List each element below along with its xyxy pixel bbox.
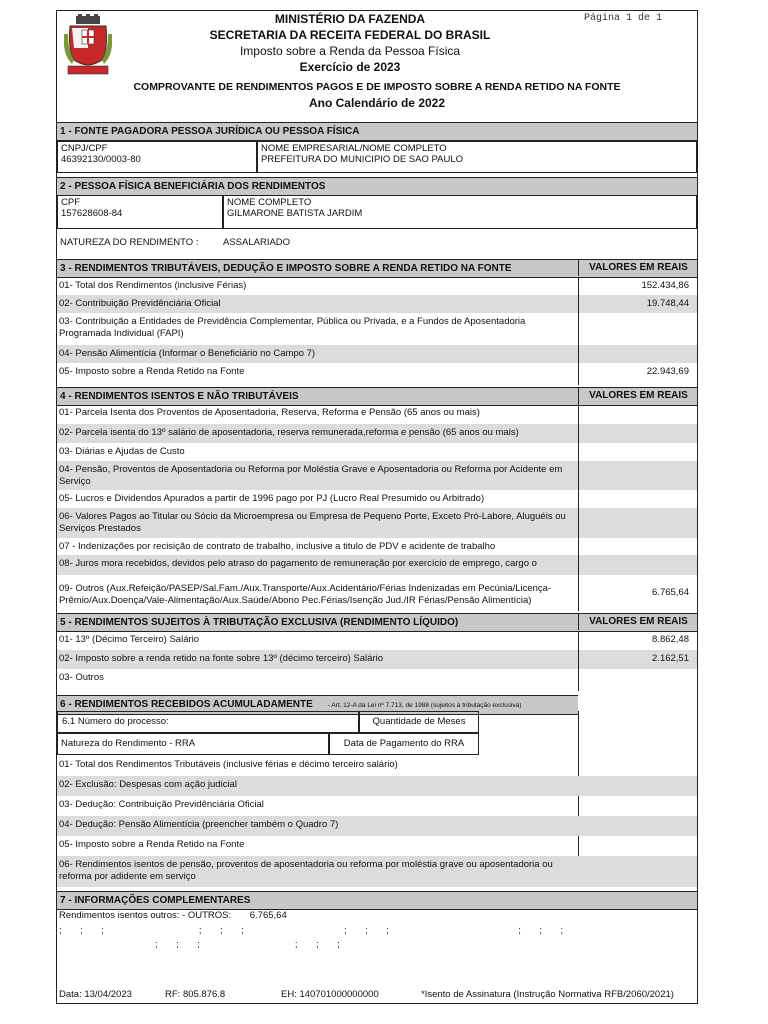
row-label: 02- Exclusão: Despesas com ação judicial xyxy=(59,779,237,790)
row-label: 03- Outros xyxy=(59,672,104,683)
table-row xyxy=(57,490,697,508)
row-label: 08- Juros mora recebidos, devidos pelo atraso do pagamento de remuneração por exercício de emprego, cargo o xyxy=(59,558,537,569)
table-row xyxy=(57,313,697,345)
table-row xyxy=(57,756,697,776)
beneficiario-nome-label: NOME COMPLETO xyxy=(227,197,312,208)
value-cell xyxy=(578,631,698,650)
value-cell xyxy=(578,404,698,424)
row-label: 02- Parcela isenta do 13º salário de aposentadoria, reserva remunerada,reforma e pensão (65 anos ou mais) xyxy=(59,427,519,438)
row-label: 02- Imposto sobre a renda retido na fonte sobre 13º (décimo terceiro) Salário xyxy=(59,653,384,664)
fonte-nome-label: NOME EMPRESARIAL/NOME COMPLETO xyxy=(261,143,447,154)
row-label: 05- Lucros e Dividendos Apurados a partir de 1996 pago por PJ (Lucro Real Presumido ou Arbitrado) xyxy=(59,493,485,504)
header-exercicio: Exercício de 2023 xyxy=(299,60,401,74)
row-label: 01- Parcela Isenta dos Proventos de Aposentadoria, Reserva, Reforma e Pensão (65 anos ou mais) xyxy=(59,407,480,418)
table-row xyxy=(57,538,697,555)
row-value: 19.748,44 xyxy=(646,298,689,309)
table-row xyxy=(57,424,697,443)
data-pag-box xyxy=(329,733,479,755)
table-row xyxy=(57,277,697,295)
value-cell xyxy=(578,345,698,363)
row-label: 09- Outros (Aux.Refeição/PASEP/Sal.Fam./Aux.Transporte/Aux.Acidentário/Férias Indenizadas em Pecúnia/Licença-Prêmio/Aux.Doença/Vale-Alimentação/Aux.Saúde/Abono Pec.Férias/Isenção Jud./IR Férias/Pensão Alimentícia) xyxy=(59,583,552,606)
processo-label: 6.1 Número do processo: xyxy=(62,716,169,727)
meses-label: Quantidade de Meses xyxy=(372,716,466,727)
table-row xyxy=(57,669,697,691)
row-value: 22.943,69 xyxy=(646,366,689,377)
natureza-label: NATUREZA DO RENDIMENTO : xyxy=(60,237,199,248)
value-cell xyxy=(578,575,698,611)
header-comprovante: COMPROVANTE DE RENDIMENTOS PAGOS E DE IMPOSTO SOBRE A RENDA RETIDO NA FONTE xyxy=(133,81,621,93)
table-row xyxy=(57,575,697,611)
row-value: 152.434,86 xyxy=(641,280,689,291)
cpf-value: 157628608-84 xyxy=(61,208,123,219)
cnpj-value: 46392130/0003-80 xyxy=(61,154,141,165)
table-row xyxy=(57,816,697,836)
data-pag-label: Data de Pagamento do RRA xyxy=(343,738,465,749)
cnpj-label: CNPJ/CPF xyxy=(61,143,108,154)
document-frame xyxy=(56,10,698,1004)
table-row xyxy=(57,295,697,313)
row-label: 05- Imposto sobre a Renda Retido na Fonte xyxy=(59,839,245,850)
value-cell xyxy=(578,538,698,555)
table-row xyxy=(57,404,697,424)
table-row xyxy=(57,776,697,796)
value-cell xyxy=(578,650,698,669)
info-line-1 xyxy=(59,910,287,921)
row-value: 2.162,51 xyxy=(652,653,689,664)
section-3-title-text: 3 - RENDIMENTOS TRIBUTÁVEIS, DEDUÇÃO E IMPOSTO SOBRE A RENDA RETIDO NA FONTE xyxy=(60,263,512,274)
table-row xyxy=(57,443,697,461)
table-row xyxy=(57,555,697,575)
row-label: 01- 13º (Décimo Terceiro) Salário xyxy=(59,634,200,645)
beneficiario-nome-box xyxy=(223,195,697,229)
row-label: 01- Total dos Rendimentos (inclusive Férias) xyxy=(59,280,247,291)
row-label: 06- Rendimentos isentos de pensão, proventos de aposentadoria ou reforma por moléstia grave ou aposentadoria ou reforma por adidente em serviço xyxy=(59,859,553,882)
value-cell xyxy=(578,490,698,508)
row-label: 01- Total dos Rendimentos Tributáveis (inclusive férias e décimo terceiro salário) xyxy=(59,759,398,770)
row-label: 04- Pensão, Proventos de Aposentadoria ou Reforma por Moléstia Grave e Aposentadoria ou Reforma por Acidente em Serviço xyxy=(59,464,563,487)
page-number: Página 1 de 1 xyxy=(584,13,663,24)
table-row xyxy=(57,363,697,385)
section-4-title-text: 4 - RENDIMENTOS ISENTOS E NÃO TRIBUTÁVEIS xyxy=(60,391,299,402)
row-label: 06- Valores Pagos ao Titular ou Sócio da Microempresa ou Empresa de Pequeno Porte, Exceto Pró-Labore, Aluguéis ou Serviços Prestados xyxy=(59,511,566,534)
natureza-value: ASSALARIADO xyxy=(223,237,291,248)
processo-box xyxy=(57,711,359,733)
info-outros-label: Rendimentos isentos outros: - OUTROS: xyxy=(59,910,232,921)
info-separator-line-2: ; ; ; ; ; ; xyxy=(155,939,340,950)
row-label: 03- Contribuição a Entidades de Previdência Complementar, Pública ou Privada, e a Fundos de Aposentadoria Programada Individual (FAPI) xyxy=(59,316,526,339)
row-label: 03- Diárias e Ajudas de Custo xyxy=(59,446,185,457)
value-cell xyxy=(578,363,698,385)
cnpj-box xyxy=(57,141,257,173)
footer-isento: *Isento de Assinatura (Instrução Normativa RFB/2060/2021) xyxy=(421,989,674,1000)
section-5-values-header: VALORES EM REAIS xyxy=(578,613,698,630)
section-1-title: 1 - FONTE PAGADORA PESSOA JURÍDICA OU PESSOA FÍSICA xyxy=(57,122,697,141)
value-cell xyxy=(578,277,698,295)
cpf-label: CPF xyxy=(61,197,80,208)
table-row xyxy=(57,508,697,538)
header-secretaria: SECRETARIA DA RECEITA FEDERAL DO BRASIL xyxy=(209,28,491,42)
meses-box xyxy=(359,711,479,733)
value-cell xyxy=(578,461,698,490)
fonte-nome-box xyxy=(257,141,697,173)
table-row xyxy=(57,836,697,856)
section-7-title: 7 - INFORMAÇÕES COMPLEMENTARES xyxy=(57,891,697,910)
fonte-nome-value: PREFEITURA DO MUNICIPIO DE SAO PAULO xyxy=(261,154,463,165)
natureza-rra-box xyxy=(57,733,329,755)
section-6-title-text: 6 - RENDIMENTOS RECEBIDOS ACUMULADAMENTE xyxy=(60,699,313,710)
header-imposto: Imposto sobre a Renda da Pessoa Física xyxy=(239,44,461,58)
value-cell xyxy=(578,443,698,461)
natureza-rra-label: Natureza do Rendimento - RRA xyxy=(61,738,196,749)
section-5-title-text: 5 - RENDIMENTOS SUJEITOS À TRIBUTAÇÃO EXCLUSIVA (RENDIMENTO LÍQUIDO) xyxy=(60,617,459,628)
footer-rf: RF: 805.876.8 xyxy=(165,989,226,1000)
value-cell xyxy=(578,555,698,575)
cpf-box xyxy=(57,195,223,229)
info-separator-line-1: ; ; ; ; ; ; ; ; ; ; ; ; xyxy=(59,925,564,936)
footer-line xyxy=(57,987,697,1005)
row-value: 6.765,64 xyxy=(652,587,689,598)
beneficiario-nome-value: GILMARONE BATISTA JARDIM xyxy=(227,208,363,219)
row-label: 03- Dedução: Contribuição Previdênciária Oficial xyxy=(59,799,264,810)
table-row xyxy=(57,345,697,363)
row-label: 04- Pensão Alimentícia (Informar o Beneficiário no Campo 7) xyxy=(59,348,316,359)
table-row xyxy=(57,631,697,650)
row-label: 07 - Indenizações por recisição de contrato de trabalho, inclusive a titulo de PDV e acidente de trabalho xyxy=(59,541,496,552)
footer-data: Data: 13/04/2023 xyxy=(59,989,132,1000)
value-cell xyxy=(578,508,698,538)
header-ano-calendario: Ano Calendário de 2022 xyxy=(308,96,446,110)
value-cell xyxy=(578,669,698,691)
table-row xyxy=(57,856,697,887)
table-row xyxy=(57,461,697,490)
row-label: 02- Contribuição Previdênciária Oficial xyxy=(59,298,221,309)
section-6-note: - Art. 12-A da Lei nº 7.713, de 1988 (sujeitos à tributação exclusiva) xyxy=(327,702,522,709)
footer-eh: EH: 140701000000000 xyxy=(281,989,379,1000)
row-value: 8.862,48 xyxy=(652,634,689,645)
value-cell xyxy=(578,295,698,313)
value-cell xyxy=(578,313,698,345)
row-label: 04- Dedução: Pensão Alimentícia (preencher também o Quadro 7) xyxy=(59,819,339,830)
section-4-values-header: VALORES EM REAIS xyxy=(578,387,698,404)
info-outros-value: 6.765,64 xyxy=(249,910,287,921)
row-label: 05- Imposto sobre a Renda Retido na Fonte xyxy=(59,366,245,377)
table-row xyxy=(57,650,697,669)
section-2-title: 2 - PESSOA FÍSICA BENEFICIÁRIA DOS RENDIMENTOS xyxy=(57,177,697,196)
section-3-values-header: VALORES EM REAIS xyxy=(578,259,698,276)
value-cell xyxy=(578,424,698,443)
header-ministry: MINISTÉRIO DA FAZENDA xyxy=(274,12,426,26)
table-row xyxy=(57,796,697,816)
